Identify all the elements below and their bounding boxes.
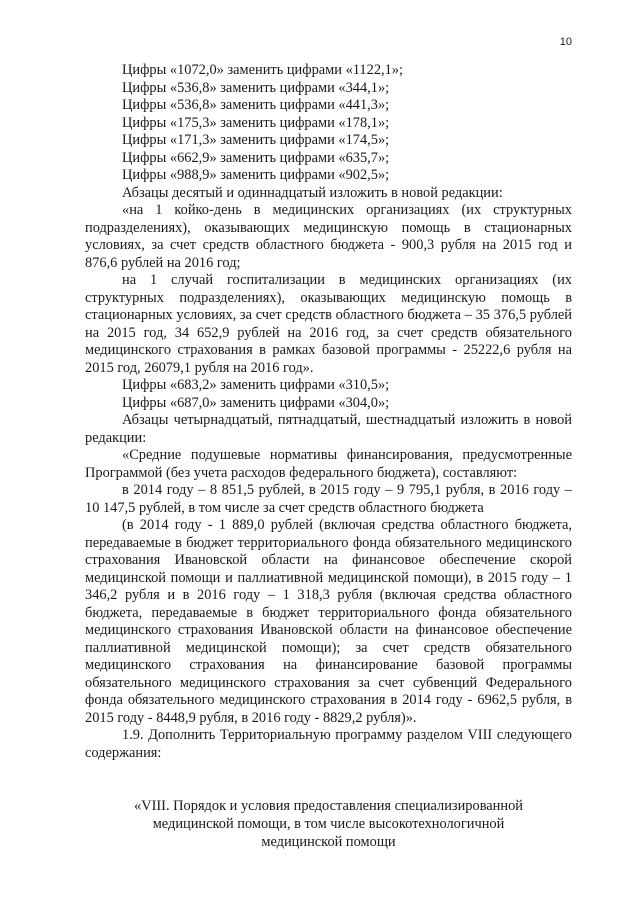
paragraph-5: Цифры «171,3» заменить цифрами «174,5»;: [122, 132, 390, 148]
paragraph-8: Абзацы десятый и одиннадцатый изложить в новой редакции:: [122, 184, 503, 201]
section-heading-line: «VIII. Порядок и условия предоставления специализированной: [134, 798, 523, 814]
paragraph-1: Цифры «1072,0» заменить цифрами «1122,1»;: [122, 62, 404, 78]
paragraph-14: «Средние подушевые нормативы финансирования, предусмотренные Программой (без учета расходов федерального бюджета), составляют:: [85, 447, 572, 481]
page-number: 10: [559, 36, 572, 48]
paragraph-15: в 2014 году – 8 851,5 рублей, в 2015 году – 9 795,1 рубля, в 2016 году – 10 147,5 рублей, в том числе за счет средств областного бюджета: [85, 482, 572, 516]
document-body: [85, 62, 572, 762]
paragraph-2: Цифры «536,8» заменить цифрами «344,1»;: [122, 79, 390, 96]
section-heading: [85, 797, 572, 851]
paragraph-3: Цифры «536,8» заменить цифрами «441,3»;: [122, 97, 390, 113]
paragraph-4: Цифры «175,3» заменить цифрами «178,1»;: [122, 114, 390, 131]
section-heading-line: медицинской помощи, в том числе высокотехнологичной: [152, 816, 505, 832]
paragraph-9: «на 1 койко-день в медицинских организациях (их структурных подразделениях), оказывающих медицинскую помощь в стационарных условиях, за счет средств областного бюджета - 900,3 рубля на 2015 год и 876,6 рублей на 2016 год;: [85, 202, 572, 271]
paragraph-17: 1.9. Дополнить Территориальную программу разделом VIII следующего содержания:: [85, 727, 572, 761]
section-heading-line: медицинской помощи: [261, 834, 396, 850]
paragraph-13: Абзацы четырнадцатый, пятнадцатый, шестнадцатый изложить в новой редакции:: [85, 412, 572, 446]
paragraph-7: Цифры «988,9» заменить цифрами «902,5»;: [122, 167, 390, 183]
paragraph-16: (в 2014 году - 1 889,0 рублей (включая средства областного бюджета, передаваемые в бюджет территориального фонда обязательного медицинского страхования Ивановской области на финансовое обеспечение скорой медицинской помощи и паллиативной медицинской помощи), в 2015 году – 1 346,2 рубля и в 2016 году – 1 318,3 рубля (включая средства областного бюджета, передаваемые в бюджет территориального фонда обязательного медицинского страхования Ивановской области на финансовое обеспечение паллиативной медицинской помощи); за счет средств обязательного медицинского страхования на финансирование базовой программы обязательного медицинского страхования за счет субвенций Федерального фонда обязательного медицинского страхования в 2014 году - 6962,5 рубля, в 2015 году - 8448,9 рубля, в 2016 году - 8829,2 рубля)».: [85, 517, 572, 726]
paragraph-12: Цифры «687,0» заменить цифрами «304,0»;: [122, 394, 390, 411]
paragraph-11: Цифры «683,2» заменить цифрами «310,5»;: [122, 377, 390, 393]
paragraph-6: Цифры «662,9» заменить цифрами «635,7»;: [122, 149, 390, 166]
paragraph-10: на 1 случай госпитализации в медицинских организациях (их структурных подразделениях), оказывающих медицинскую помощь в стационарных условиях, за счет средств областного бюджета – 35 376,5 рублей на 2015 год, 34 652,9 рублей на 2016 год, за счет средств обязательного медицинского страхования в рамках базовой программы - 25222,6 рубля на 2015 год, 26079,1 рубля на 2016 год».: [85, 272, 572, 376]
